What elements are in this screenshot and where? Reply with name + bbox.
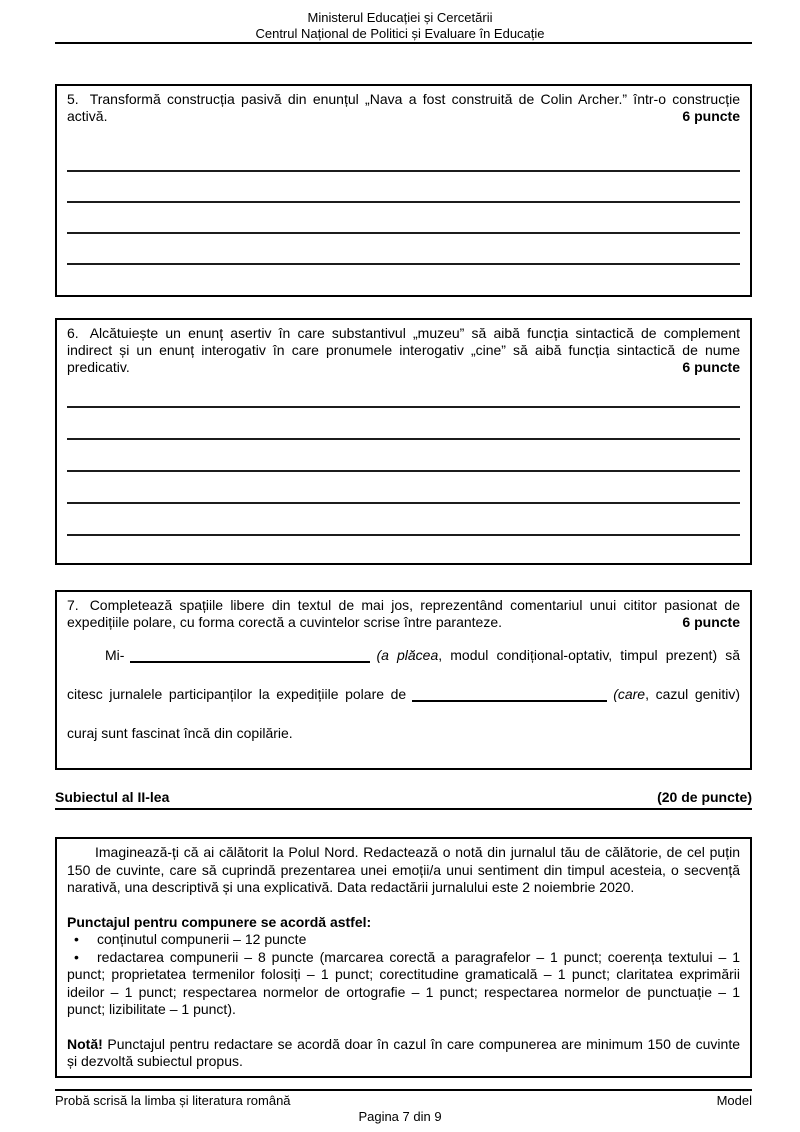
header-ministry-line: Ministerul Educației și Cercetării [307, 10, 493, 25]
bullet-icon: • [74, 948, 79, 965]
answer-line [67, 472, 740, 504]
header-rule [55, 42, 752, 44]
fill-blank-2 [412, 700, 607, 702]
question-5-text: Transformă construcția pasivă din enunțul „Nava a fost construită de Colin Archer.” într-o construcție activă. [67, 91, 740, 124]
note-paragraph [67, 1036, 740, 1071]
answer-line [67, 234, 740, 265]
footer-page-number: Pagina 7 din 9 [358, 1109, 442, 1124]
footer-left: Probă scrisă la limba și literatura română [55, 1093, 291, 1108]
footer-rule [55, 1089, 752, 1091]
question-box-7 [55, 590, 752, 770]
question-5-points: 6 puncte [672, 108, 740, 125]
answer-line [67, 440, 740, 472]
fill-text: , modul condițional-optativ, timpul prezent) să [438, 647, 740, 663]
bullet-icon: • [74, 931, 79, 947]
answer-line [67, 408, 740, 440]
note-label: Notă! [67, 1035, 103, 1052]
task-text: Imaginează-ți că ai călătorit la Polul Nord. Redactează o notă din jurnalul tău de călătorie, de cel puțin 150 de cuvinte, care să cuprindă prezentarea unei emoții/a unui sentiment din timpul acesteia, o secvență narativă, una descriptivă și una explicativă. Data redactării jurnalului este 2 noiembrie 2020. [67, 844, 740, 895]
fill-hint-italic: (care [613, 686, 646, 702]
question-box-6 [55, 318, 752, 565]
bullet-item [67, 931, 740, 949]
fill-line-1 [67, 636, 740, 675]
question-6-points: 6 puncte [672, 359, 740, 376]
fill-text: citesc jurnalele participanților la expedițiile polare de [67, 686, 407, 702]
answer-line [67, 504, 740, 536]
note-text: Punctajul pentru redactare se acordă doar în cazul în care compunerea are minimum 150 de cuvinte și dezvoltă subiectul propus. [67, 1035, 741, 1069]
question-box-5 [55, 84, 752, 297]
fill-text: , cazul genitiv) [645, 686, 740, 702]
question-6-text: Alcătuiește un enunț asertiv în care substantivul „muzeu” să aibă funcția sintactică de complement indirect și un enunț interogativ în care pronumele interogativ „cine” să aibă funcția sintactică de nume predicativ. [67, 325, 740, 375]
answer-line [67, 376, 740, 408]
question-5-number: 5. [67, 91, 79, 107]
scoring-title: Punctajul pentru compunere se acordă astfel: [67, 913, 372, 930]
question-7-number: 7. [67, 597, 79, 613]
question-5-answer-area [67, 141, 740, 265]
fill-text: Mi- [105, 647, 125, 663]
fill-line-3 [67, 714, 740, 753]
fill-blank-1 [130, 661, 370, 663]
answer-line [67, 141, 740, 172]
question-7-fill-text [67, 636, 740, 753]
page-footer [55, 1093, 752, 1108]
section2-task-box [55, 837, 752, 1078]
question-7-text: Completează spațiile libere din textul de mai jos, reprezentând comentariul unui cititor pasionat de expedițiile polare, cu forma corectă a cuvintelor scrise între paranteze. [67, 597, 740, 630]
question-5-text-block [67, 91, 740, 125]
bullet-item [67, 949, 740, 1019]
section2-heading [55, 789, 752, 810]
bullet-text: conținutul compunerii – 12 puncte [97, 931, 307, 947]
question-7-points: 6 puncte [672, 614, 740, 631]
answer-line [67, 203, 740, 234]
answer-line [67, 172, 740, 203]
question-6-number: 6. [67, 325, 79, 341]
page-header [0, 10, 800, 41]
fill-text: curaj sunt fascinat încă din copilărie. [67, 725, 293, 741]
question-6-text-block [67, 325, 740, 376]
section2-title: Subiectul al II-lea [55, 789, 170, 805]
section2-points: (20 de puncte) [657, 789, 752, 805]
fill-hint-italic: (a plăcea [376, 647, 439, 663]
question-7-text-block [67, 597, 740, 631]
header-center-line: Centrul Național de Politici și Evaluare în Educație [255, 25, 545, 41]
footer-right: Model [716, 1093, 752, 1108]
bullet-text: redactarea compunerii – 8 puncte (marcarea corectă a paragrafelor – 1 punct; coerența textului – 1 punct; proprietatea termenilor folosiți – 1 punct; corectitudine gramaticală – 1 punct; claritatea exprimării ideilor – 1 punct; respectarea normelor de ortografie – 1 punct; respectarea normelor de punctuație – 1 punct; lizibilitate – 1 punct). [67, 948, 740, 1017]
question-6-answer-area [67, 376, 740, 536]
fill-line-2 [67, 675, 740, 714]
